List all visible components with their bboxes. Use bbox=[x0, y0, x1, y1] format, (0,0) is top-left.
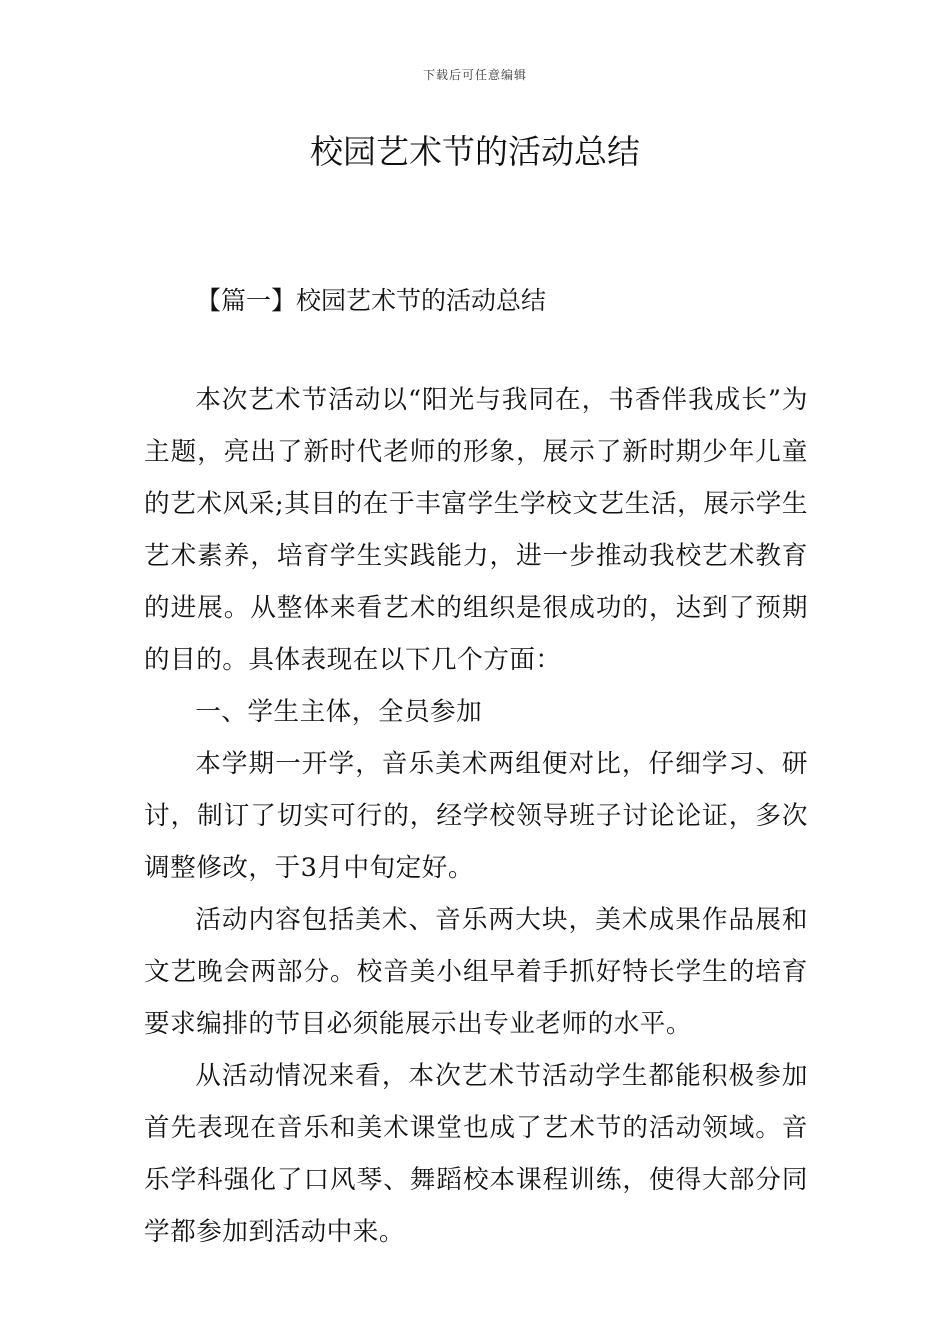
paragraph-planning: 本学期一开学，音乐美术两组便对比，仔细学习、研讨，制订了切实可行的，经学校领导班子讨论论证，多次调整修改，于3月中旬定好。 bbox=[144, 749, 808, 883]
paragraph-participation: 从活动情况来看，本次艺术节活动学生都能积极参加首先表现在音乐和美术课堂也成了艺术节的活动领域。音乐学科强化了口风琴、舞蹈校本课程训练，使得大部分同学都参加到活动中来。 bbox=[144, 1061, 808, 1247]
section-heading: 【篇一】校园艺术节的活动总结 bbox=[196, 286, 547, 315]
document-title: 校园艺术节的活动总结 bbox=[310, 132, 640, 171]
paragraph-content: 活动内容包括美术、音乐两大块，美术成果作品展和文艺晚会两部分。校音美小组早着手抓好特长学生的培育要求编排的节目必须能展示出专业老师的水平。 bbox=[144, 905, 808, 1039]
header-note: 下载后可任意编辑 bbox=[422, 68, 527, 82]
subheading-student-participation: 一、学生主体，全员参加 bbox=[195, 697, 483, 727]
body-text bbox=[144, 374, 808, 1258]
paragraph-intro: 本次艺术节活动以“阳光与我同在，书香伴我成长”为主题，亮出了新时代老师的形象，展示了新时期少年儿童的艺术风采;其目的在于丰富学生学校文艺生活，展示学生艺术素养，培育学生实践能力，进一步推动我校艺术教育的进展。从整体来看艺术的组织是很成功的，达到了预期的目的。具体表现在以下几个方面： bbox=[144, 385, 808, 675]
